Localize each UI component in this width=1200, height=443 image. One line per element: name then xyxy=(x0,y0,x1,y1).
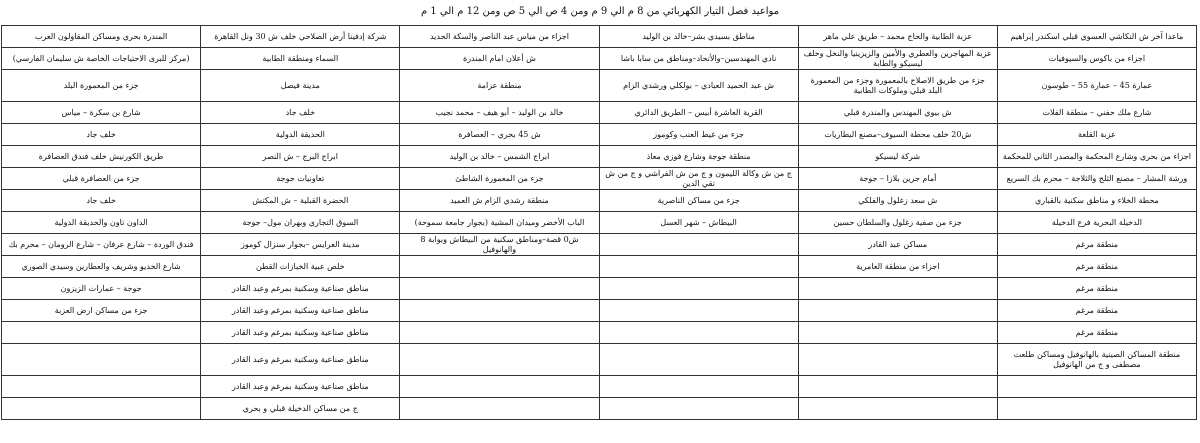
table-cell: منطقة مرغم xyxy=(997,300,1196,322)
table-cell: ج من مساكن الدخيلة قبلي و بحري xyxy=(201,398,400,420)
table-cell xyxy=(400,398,599,420)
table-cell xyxy=(599,398,798,420)
table-cell: جزء من العصافرة قبلي xyxy=(2,168,201,190)
table-row xyxy=(2,48,1197,70)
table-cell: مساكن عبد القادر xyxy=(798,234,997,256)
table-cell xyxy=(798,344,997,376)
table-cell: فندق الوردة – شارع عرفان – شارع الرومان – محرم بك xyxy=(2,234,201,256)
table-cell: جزء من المعمورة الشاطئ xyxy=(400,168,599,190)
outage-schedule-table xyxy=(1,25,1197,420)
table-row xyxy=(2,190,1197,212)
table-cell: القرية العاشرة أبيس – الطريق الدائري xyxy=(599,102,798,124)
table-cell: جزء من مساكن ارض العزبة xyxy=(2,300,201,322)
table-cell xyxy=(599,376,798,398)
table-cell: المندرة بحري ومساكن المقاولون العرب xyxy=(2,26,201,48)
table-row xyxy=(2,300,1197,322)
table-cell: مناطق صناعية وسكنية بمرغم وعبد القادر xyxy=(201,344,400,376)
table-cell: ش 45 بحري – العصافرة xyxy=(400,124,599,146)
table-cell: نادي المهندسين–والأتحاد–ومناطق من سابا باشا xyxy=(599,48,798,70)
table-cell: شارع بن سكرة – مياس xyxy=(2,102,201,124)
table-cell: خلف جاد xyxy=(2,190,201,212)
table-cell: أمام جرين بلازا – جوجة xyxy=(798,168,997,190)
table-cell: شارع الخديو وشريف والعطارين وسيدي الصوري xyxy=(2,256,201,278)
table-cell: ورشة المشار – مصنع الثلج والثلاجة – محرم بك السريع xyxy=(997,168,1196,190)
table-cell xyxy=(798,300,997,322)
table-cell: الدخيلة البحرية فرع الدخيلة xyxy=(997,212,1196,234)
table-row xyxy=(2,102,1197,124)
table-cell: جوجة – عمارات الزيزون xyxy=(2,278,201,300)
table-cell: مناطق صناعية وسكنية بمرغم وعبد القادر xyxy=(201,278,400,300)
table-cell: عمارة 45 – عمارة 55 – طوسون xyxy=(997,70,1196,102)
table-cell xyxy=(599,300,798,322)
table-cell: ش عبد الحميد العبادي – بولكلي ورشدي الزام xyxy=(599,70,798,102)
table-cell: ماعدا آخر ش النكاشي العسوي قبلي اسكندر إبراهيم xyxy=(997,26,1196,48)
table-cell: جزء من المعمورة البلد xyxy=(2,70,201,102)
table-cell: جزء من غيط العنب وكوموز xyxy=(599,124,798,146)
table-cell: عزبة المهاجرين والعطري والأمين والزيزينيا والنخل وخلف ليسيكو والطابة xyxy=(798,48,997,70)
table-cell xyxy=(798,322,997,344)
table-row xyxy=(2,168,1197,190)
table-row xyxy=(2,146,1197,168)
table-cell xyxy=(2,344,201,376)
table-cell: اجزاء من منطقة العامرية xyxy=(798,256,997,278)
table-row xyxy=(2,212,1197,234)
table-cell: الداون تاون والحديقة الدولية xyxy=(2,212,201,234)
table-row xyxy=(2,234,1197,256)
table-cell: طريق الكورنيش خلف فندق العصافرة xyxy=(2,146,201,168)
table-body xyxy=(2,26,1197,420)
table-cell: منطقة مرغم xyxy=(997,322,1196,344)
table-cell: ش20 خلف محطة السيوف–مصنع البطاريات xyxy=(798,124,997,146)
table-cell xyxy=(400,344,599,376)
table-cell: جزء من مساكن الناصرية xyxy=(599,190,798,212)
table-cell: ش0 قصة–ومناطق سكنية من البيطاش وبوابة 8 والهانوفيل xyxy=(400,234,599,256)
table-cell xyxy=(599,278,798,300)
table-cell: ش بيوي المهندس والمندرة قبلي xyxy=(798,102,997,124)
table-cell: الحديقة الدولية xyxy=(201,124,400,146)
table-cell: ش أعلان امام المندرة xyxy=(400,48,599,70)
table-cell: منطقة مرغم xyxy=(997,278,1196,300)
table-cell: منطقة المساكن الصينية بالهانوفيل ومساكن طلعت مصطفى و ج من الهانوفيل xyxy=(997,344,1196,376)
table-cell: مناطق صناعية وسكنية بمرغم وعبد القادر xyxy=(201,322,400,344)
table-cell: ابراج الشمس – خالد بن الوليد xyxy=(400,146,599,168)
table-cell xyxy=(400,322,599,344)
table-cell xyxy=(400,278,599,300)
table-cell xyxy=(599,344,798,376)
table-cell: عزبة القلعة xyxy=(997,124,1196,146)
table-cell xyxy=(798,278,997,300)
table-cell: مدينة العرايس –بجوار سنزال كوموز xyxy=(201,234,400,256)
table-cell: محطة الخلاء و مناطق سكنية بالقباري xyxy=(997,190,1196,212)
table-cell xyxy=(997,398,1196,420)
table-cell: منطقة جوجة وشارع فوزي معاذ xyxy=(599,146,798,168)
table-cell: السوق التجاري وبهران مول– جوجة xyxy=(201,212,400,234)
table-row xyxy=(2,322,1197,344)
table-cell xyxy=(798,398,997,420)
table-row xyxy=(2,256,1197,278)
table-cell xyxy=(400,300,599,322)
table-cell xyxy=(599,322,798,344)
table-cell: البيطاش – شهر العسل xyxy=(599,212,798,234)
table-cell xyxy=(997,376,1196,398)
table-cell: منطقة رشدي الزام ش العميد xyxy=(400,190,599,212)
table-cell: السماء ومنطقة الطابية xyxy=(201,48,400,70)
table-cell xyxy=(599,256,798,278)
table-cell: شركة ليسيكو xyxy=(798,146,997,168)
table-cell: مناطق صناعية وسكنية بمرغم وعبد القادر xyxy=(201,376,400,398)
table-row xyxy=(2,278,1197,300)
table-cell: خلف جاد xyxy=(2,124,201,146)
table-cell xyxy=(400,376,599,398)
table-cell: جزء من صفية زغلول والسلطان حسين xyxy=(798,212,997,234)
table-cell: ش سعد زغلول والفلكي xyxy=(798,190,997,212)
table-cell: شارع ملك حفني – منطقة الفلات xyxy=(997,102,1196,124)
table-cell: شركة إدفينا أرض الصلاحي خلف ش 30 ونل القاهرة xyxy=(201,26,400,48)
table-cell: خلص عبية الخبازات القطن xyxy=(201,256,400,278)
document-title: مواعيد فصل التيار الكهربائي من 8 م الي 9 م ومن 4 ص الي 5 ص ومن 12 م الي 1 م xyxy=(420,6,780,17)
table-cell xyxy=(798,376,997,398)
table-cell xyxy=(2,322,201,344)
table-cell: (مركز للبرى الاحتياجات الخاصة ش سليمان الفارسي) xyxy=(2,48,201,70)
table-cell: ابراج البرج – ش النصر xyxy=(201,146,400,168)
table-row xyxy=(2,124,1197,146)
table-cell xyxy=(2,376,201,398)
table-row xyxy=(2,376,1197,398)
table-cell: مناطق بسيدي بشر–خالد بن الوليد xyxy=(599,26,798,48)
table-cell: خالد بن الوليد – أبو هيف – محمد نجيب xyxy=(400,102,599,124)
table-cell xyxy=(2,398,201,420)
table-cell: تعاونيات جوجة xyxy=(201,168,400,190)
table-cell: اجزاء من بحري وشارع المحكمة والمصدر الثاني للمحكمة xyxy=(997,146,1196,168)
table-row xyxy=(2,26,1197,48)
table-cell xyxy=(599,234,798,256)
table-row xyxy=(2,344,1197,376)
table-cell: الحضرة القبلية – ش المكتش xyxy=(201,190,400,212)
table-cell: اجزاء من مياس عبد الناصر والسكة الحديد xyxy=(400,26,599,48)
table-cell: منطقة عزامة xyxy=(400,70,599,102)
table-row xyxy=(2,70,1197,102)
table-row xyxy=(2,398,1197,420)
table-cell: منطقة مرغم xyxy=(997,256,1196,278)
table-cell: مناطق صناعية وسكنية بمرغم وعبد القادر xyxy=(201,300,400,322)
table-cell: منطقة مرغم xyxy=(997,234,1196,256)
table-cell: ج من ش وكالة الليمون و ج من ش الفراشي و ج من ش تقي الدين xyxy=(599,168,798,190)
table-cell: مدينة فيصل xyxy=(201,70,400,102)
table-cell: جزء من طريق الاصلاح بالمعمورة وجزء من المعمورة البلد قبلي وملوكات الطابية xyxy=(798,70,997,102)
table-cell: خلف جاد xyxy=(201,102,400,124)
table-cell: عزبة الطابية والحاج محمد – طريق علي ماهر xyxy=(798,26,997,48)
table-cell: اجزاء من باكوس والسيوفيات xyxy=(997,48,1196,70)
table-cell xyxy=(400,256,599,278)
table-cell: الباب الأخضر وميدان المشية (بجوار جامعة سموحة) xyxy=(400,212,599,234)
